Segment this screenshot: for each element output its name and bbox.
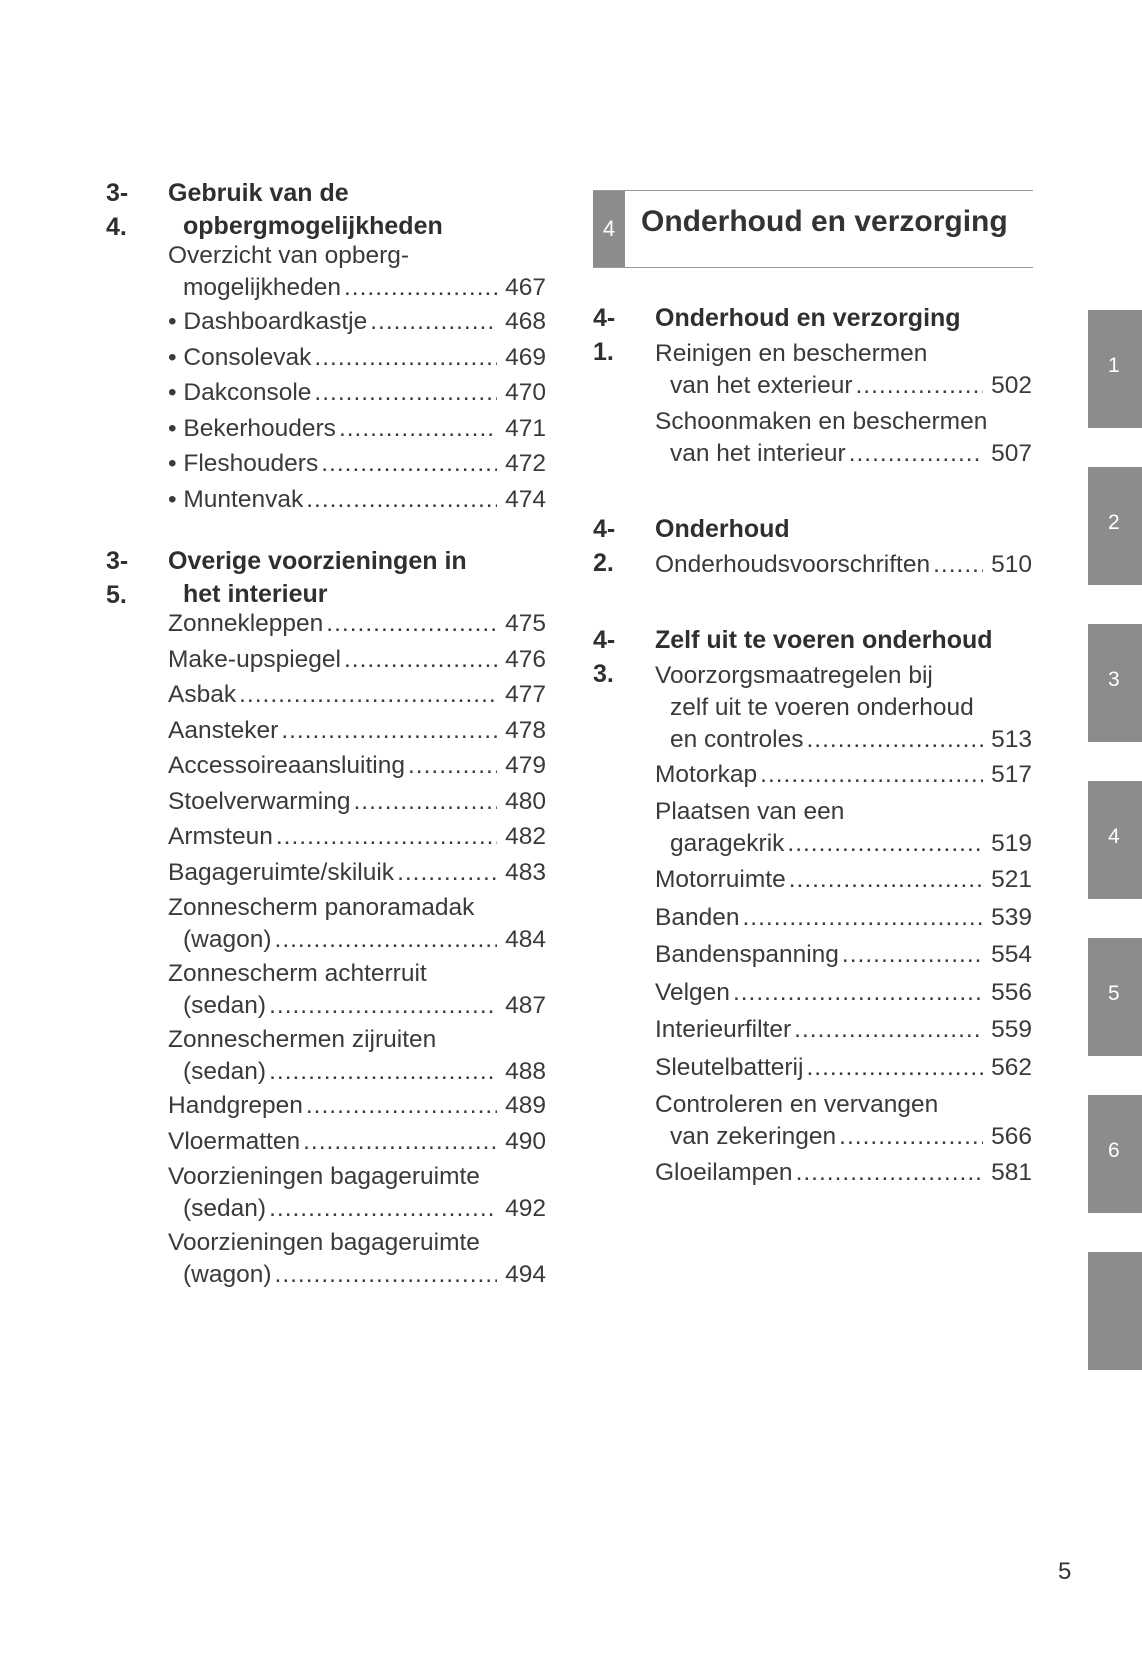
section-number: 4-1. — [593, 304, 616, 366]
toc-entry-row — [655, 1014, 1032, 1046]
toc-entry-label: Gloeilampen — [655, 1159, 793, 1186]
dot-leader — [408, 750, 497, 782]
toc-entry-row — [168, 679, 546, 711]
toc-entry-row — [168, 821, 546, 853]
toc-entry-line: Zonnescherm achterruit — [168, 960, 427, 987]
toc-page-number: 488 — [505, 1058, 546, 1085]
toc-page-number: 476 — [505, 645, 546, 673]
toc-entry-label: Stoelverwarming — [168, 787, 351, 815]
dot-leader — [314, 342, 497, 374]
dot-leader — [339, 413, 497, 445]
toc-page-number: 474 — [505, 485, 546, 513]
toc-entry-row — [168, 924, 546, 956]
chapter-tab-3[interactable] — [1088, 624, 1142, 742]
dot-leader — [269, 990, 497, 1022]
chapter-tab-7[interactable] — [1088, 1252, 1142, 1370]
dot-leader — [787, 828, 983, 860]
toc-page-number: 490 — [505, 1127, 546, 1155]
toc-page-number: 513 — [991, 726, 1032, 753]
page-number: 5 — [1058, 1558, 1072, 1585]
toc-entry-row — [655, 828, 1032, 860]
toc-entry-label: (sedan) — [183, 992, 267, 1019]
toc-entry[interactable] — [168, 608, 546, 640]
toc-entry[interactable] — [168, 306, 546, 338]
toc-entry-row — [655, 759, 1032, 791]
dot-leader — [370, 306, 497, 338]
chapter-tab-6[interactable] — [1088, 1095, 1142, 1213]
toc-page-number: 467 — [505, 274, 546, 301]
toc-entry-label: (sedan) — [183, 1195, 267, 1222]
dot-leader — [276, 821, 497, 853]
toc-page-number: 471 — [505, 414, 546, 442]
toc-entry-label: Armsteun — [168, 823, 273, 850]
toc-entry-label: Motorruimte — [655, 866, 786, 893]
toc-entry-label: mogelijkheden — [183, 274, 341, 301]
dot-leader — [856, 370, 984, 402]
toc-entry-row — [168, 272, 546, 304]
toc-page-number: 487 — [505, 992, 546, 1019]
dot-leader — [397, 857, 497, 889]
chapter-tab-label: 5 — [1108, 982, 1120, 1005]
toc-entry-label: Banden — [655, 903, 740, 931]
toc-entry-label: Bagageruimte/skiluik — [168, 858, 395, 886]
toc-entry-row — [168, 1193, 546, 1225]
toc-entry-line: Zonnescherm panoramadak — [168, 894, 475, 921]
toc-entry-row — [168, 448, 546, 480]
dot-leader — [281, 715, 497, 747]
toc-entry[interactable] — [168, 1090, 546, 1122]
toc-entry[interactable] — [655, 864, 1032, 896]
toc-entry-row — [168, 342, 546, 374]
toc-entry-label: Interieurfilter — [655, 1016, 792, 1043]
toc-entry-row — [655, 1052, 1032, 1084]
dot-leader — [849, 438, 983, 470]
toc-entry-row — [168, 608, 546, 640]
toc-entry-row — [655, 1121, 1032, 1153]
dot-leader — [842, 939, 983, 971]
dot-leader — [306, 1090, 497, 1122]
dot-leader — [275, 924, 498, 956]
dot-leader — [760, 759, 983, 791]
dot-leader — [794, 1014, 983, 1046]
toc-entry[interactable] — [168, 484, 546, 516]
toc-page-number: 484 — [505, 926, 546, 953]
toc-entry[interactable] — [655, 338, 1032, 402]
dot-leader — [789, 864, 983, 896]
dot-leader — [839, 1121, 983, 1153]
chapter-tab-label: 4 — [1108, 825, 1120, 848]
toc-entry[interactable] — [168, 958, 546, 1022]
dot-leader — [269, 1056, 497, 1088]
toc-page-number: 502 — [991, 372, 1032, 399]
toc-entry-label: Accessoireaansluiting — [168, 752, 405, 779]
toc-entry[interactable] — [655, 939, 1032, 971]
toc-entry-row — [168, 1126, 546, 1158]
toc-entry-row — [655, 549, 1032, 581]
toc-page-number: 556 — [991, 978, 1032, 1006]
toc-entry[interactable] — [655, 796, 1032, 860]
toc-entry[interactable] — [655, 549, 1032, 581]
toc-entry-row — [655, 939, 1032, 971]
dot-leader — [303, 1126, 497, 1158]
toc-entry-label: • Muntenvak — [168, 485, 304, 513]
toc-entry[interactable] — [655, 1157, 1032, 1189]
section-number: 3-4. — [106, 179, 129, 241]
toc-entry-label: van het exterieur — [670, 372, 853, 399]
toc-entry[interactable] — [168, 413, 546, 445]
chapter-tab-1[interactable] — [1088, 310, 1142, 428]
toc-entry-row — [655, 864, 1032, 896]
toc-entry-label: • Bekerhouders — [168, 414, 336, 442]
dot-leader — [742, 902, 983, 934]
toc-page-number: 482 — [505, 823, 546, 850]
toc-entry-label: Zonnekleppen — [168, 610, 324, 637]
toc-entry-label: Aansteker — [168, 716, 279, 744]
toc-entry-label: Bandenspanning — [655, 941, 839, 968]
toc-entry[interactable] — [655, 406, 1032, 470]
toc-entry-line: Overzicht van opberg- — [168, 242, 410, 269]
section-number: 4-2. — [593, 515, 616, 577]
dot-leader — [806, 1052, 983, 1084]
toc-entry[interactable] — [168, 377, 546, 409]
toc-entry-row — [168, 306, 546, 338]
toc-entry[interactable] — [168, 1227, 546, 1291]
toc-entry-row — [168, 377, 546, 409]
chapter-tab-label: 3 — [1108, 668, 1120, 691]
dot-leader — [344, 644, 497, 676]
section-title-line: opbergmogelijkheden — [183, 212, 443, 240]
toc-page-number: 470 — [505, 379, 546, 406]
toc-entry-label: garagekrik — [670, 830, 785, 857]
toc-page-number: 468 — [505, 308, 546, 335]
dot-leader — [796, 1157, 984, 1189]
toc-entry-label: Handgrepen — [168, 1092, 303, 1119]
section-title-line: Overige voorzieningen in — [168, 547, 467, 575]
toc-entry-label: en controles — [670, 726, 804, 753]
toc-entry[interactable] — [168, 786, 546, 818]
toc-page-number: 566 — [991, 1123, 1032, 1150]
toc-page-number: 489 — [505, 1092, 546, 1119]
toc-entry[interactable] — [168, 821, 546, 853]
toc-entry-row — [168, 1259, 546, 1291]
toc-entry-row — [168, 484, 546, 516]
toc-page-number: 554 — [991, 941, 1032, 968]
toc-entry-label: • Dashboardkastje — [168, 308, 368, 335]
toc-page-number: 539 — [991, 903, 1032, 931]
toc-entry[interactable] — [168, 750, 546, 782]
toc-page-number: 469 — [505, 343, 546, 371]
toc-page-number: 521 — [991, 866, 1032, 893]
toc-entry[interactable] — [655, 759, 1032, 791]
toc-entry-line: Reinigen en beschermen — [655, 340, 928, 367]
toc-entry-row — [168, 644, 546, 676]
dot-leader — [933, 549, 983, 581]
toc-page-number: 562 — [991, 1053, 1032, 1081]
section-title-line: Zelf uit te voeren onderhoud — [655, 626, 993, 654]
toc-entry-row — [168, 990, 546, 1022]
section-title-line: Onderhoud en verzorging — [655, 304, 961, 332]
chapter-tab-label: 2 — [1108, 511, 1120, 534]
toc-entry-line: Voorzieningen bagageruimte — [168, 1229, 480, 1256]
toc-entry[interactable] — [655, 660, 1032, 756]
toc-entry-line: Plaatsen van een — [655, 798, 845, 825]
toc-entry-row — [168, 1090, 546, 1122]
section-title-line: het interieur — [183, 580, 328, 608]
dot-leader — [344, 272, 497, 304]
toc-entry[interactable] — [655, 1014, 1032, 1046]
toc-entry-row — [655, 1157, 1032, 1189]
dot-leader — [806, 724, 983, 756]
toc-entry-line: Controleren en vervangen — [655, 1091, 939, 1118]
toc-page-number: 479 — [505, 752, 546, 779]
toc-page-number: 559 — [991, 1016, 1032, 1043]
toc-entry-label: Onderhoudsvoorschriften — [655, 551, 931, 578]
toc-entry-label: • Dakconsole — [168, 379, 312, 406]
toc-page-number: 483 — [505, 858, 546, 886]
dot-leader — [269, 1193, 497, 1225]
toc-entry[interactable] — [168, 342, 546, 374]
toc-page-number: 581 — [991, 1159, 1032, 1186]
toc-entry-label: (sedan) — [183, 1058, 267, 1085]
toc-entry-row — [168, 1056, 546, 1088]
toc-entry-label: (wagon) — [183, 1261, 272, 1288]
toc-entry-row — [655, 977, 1032, 1009]
toc-page-number: 494 — [505, 1261, 546, 1288]
dot-leader — [321, 448, 497, 480]
chapter-number: 4 — [602, 216, 616, 241]
toc-entry-row — [168, 750, 546, 782]
toc-page-number: 517 — [991, 760, 1032, 788]
chapter-tab-label: 6 — [1108, 1139, 1120, 1162]
toc-entry-row — [168, 715, 546, 747]
dot-leader — [353, 786, 497, 818]
chapter-tab-2[interactable] — [1088, 467, 1142, 585]
chapter-title: Onderhoud en verzorging — [641, 205, 1008, 238]
toc-page-number: 475 — [505, 610, 546, 637]
toc-entry[interactable] — [655, 902, 1032, 934]
toc-entry[interactable] — [168, 1126, 546, 1158]
toc-entry-label: Asbak — [168, 681, 237, 708]
section-title-line: Gebruik van de — [168, 179, 349, 207]
toc-entry-line: Voorzorgsmaatregelen bij — [655, 662, 933, 689]
toc-page-number: 478 — [505, 716, 546, 744]
toc-entry[interactable] — [168, 644, 546, 676]
dot-leader — [733, 977, 983, 1009]
toc-entry-row — [655, 370, 1032, 402]
dot-leader — [306, 484, 497, 516]
toc-page-number: 472 — [505, 450, 546, 477]
toc-page-number: 510 — [991, 551, 1032, 578]
toc-page-number: 507 — [991, 440, 1032, 467]
toc-entry-line: zelf uit te voeren onderhoud — [670, 694, 974, 721]
toc-entry-label: Velgen — [655, 978, 730, 1006]
dot-leader — [239, 679, 497, 711]
toc-entry[interactable] — [168, 679, 546, 711]
toc-entry[interactable] — [168, 1161, 546, 1225]
section-number: 4-3. — [593, 626, 616, 688]
toc-entry-line: Zonneschermen zijruiten — [168, 1026, 437, 1053]
toc-entry-row — [655, 438, 1032, 470]
toc-entry-label: van het interieur — [670, 440, 846, 467]
toc-entry-line: Schoonmaken en beschermen — [655, 408, 988, 435]
toc-entry-label: (wagon) — [183, 926, 272, 953]
toc-entry[interactable] — [168, 715, 546, 747]
toc-entry-line: Voorzieningen bagageruimte — [168, 1163, 480, 1190]
chapter-header-top-rule — [593, 190, 1033, 191]
toc-entry-row — [655, 902, 1032, 934]
toc-entry-label: • Fleshouders — [168, 450, 319, 477]
section-number: 3-5. — [106, 547, 129, 609]
toc-entry[interactable] — [168, 857, 546, 889]
toc-entry-label: Vloermatten — [168, 1127, 301, 1155]
toc-page-number: 492 — [505, 1195, 546, 1222]
toc-entry[interactable] — [168, 1024, 546, 1088]
chapter-header-bottom-rule — [593, 267, 1033, 268]
dot-leader — [326, 608, 497, 640]
toc-entry-label: Make-upspiegel — [168, 645, 341, 673]
toc-entry[interactable] — [168, 240, 546, 304]
toc-entry-row — [168, 857, 546, 889]
toc-entry-row — [168, 786, 546, 818]
chapter-tab-5[interactable] — [1088, 938, 1142, 1056]
section-title-line: Onderhoud — [655, 515, 790, 543]
dot-leader — [275, 1259, 498, 1291]
toc-entry[interactable] — [655, 1089, 1032, 1153]
toc-entry[interactable] — [655, 977, 1032, 1009]
toc-entry[interactable] — [655, 1052, 1032, 1084]
toc-entry-label: Motorkap — [655, 760, 758, 788]
toc-entry[interactable] — [168, 892, 546, 956]
toc-page-number: 477 — [505, 681, 546, 708]
toc-entry-label: Sleutelbatterij — [655, 1053, 804, 1081]
toc-entry-label: van zekeringen — [670, 1123, 837, 1150]
chapter-tab-label: 1 — [1108, 354, 1120, 377]
toc-entry-row — [168, 413, 546, 445]
chapter-tab-4[interactable] — [1088, 781, 1142, 899]
toc-entry-row — [655, 724, 1032, 756]
toc-entry-label: • Consolevak — [168, 343, 312, 371]
dot-leader — [314, 377, 497, 409]
toc-entry[interactable] — [168, 448, 546, 480]
toc-page-number: 519 — [991, 830, 1032, 857]
toc-page-number: 480 — [505, 787, 546, 815]
